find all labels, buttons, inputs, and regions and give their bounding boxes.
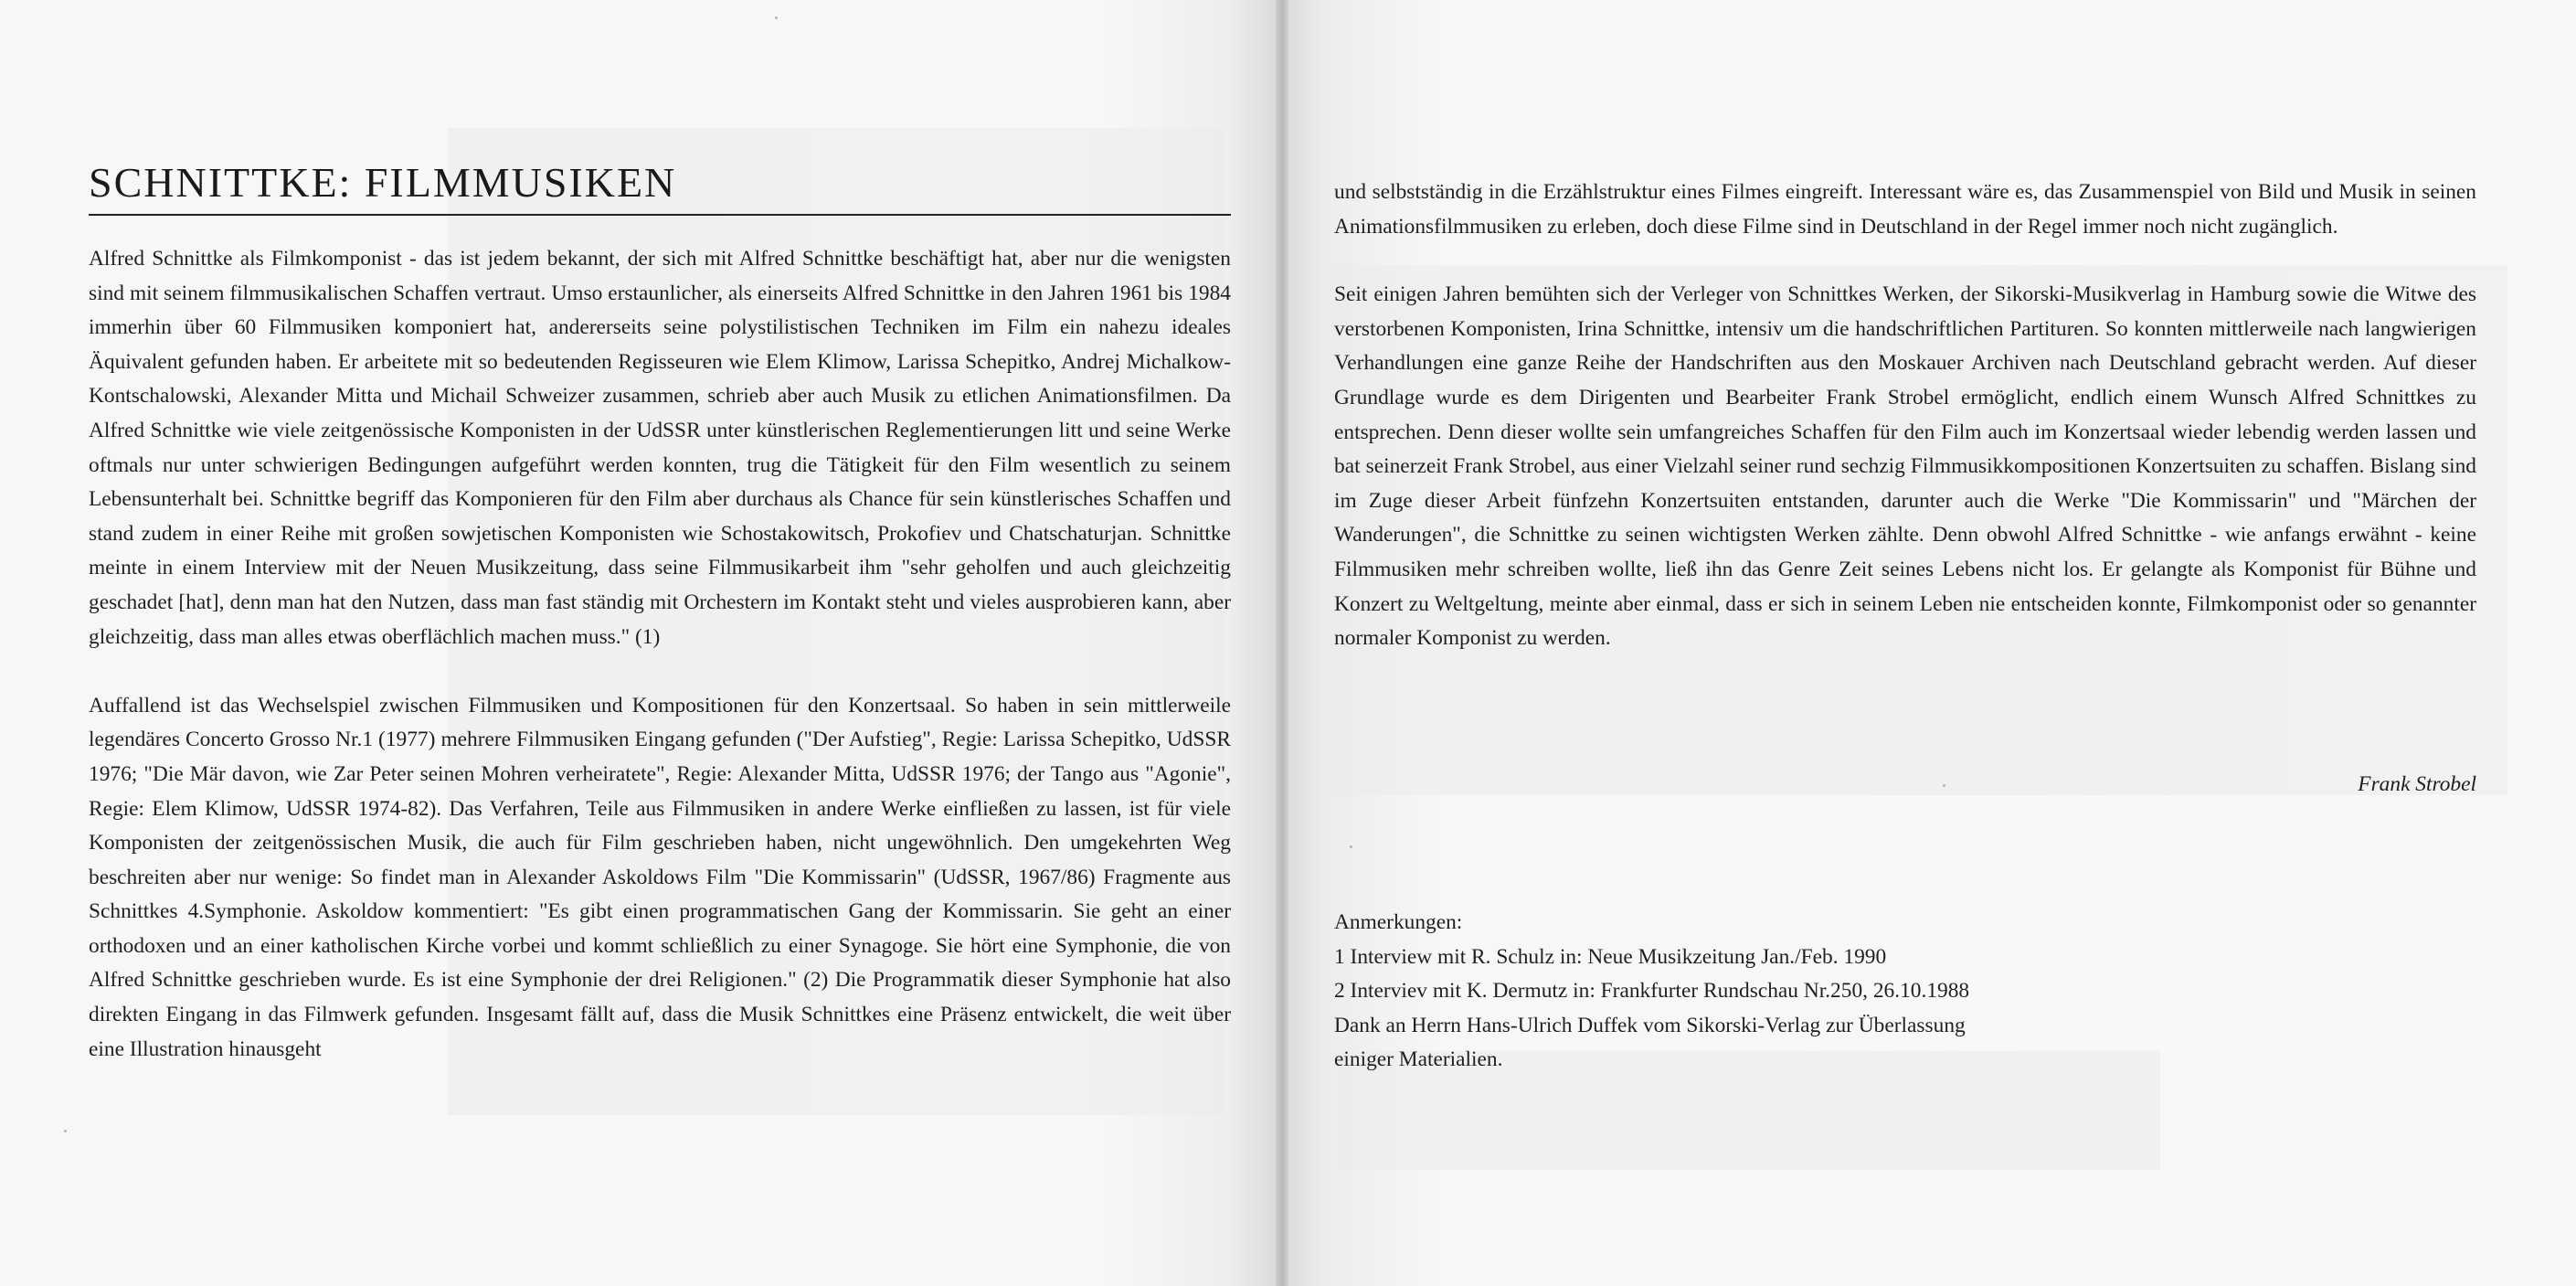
author-signature: Frank Strobel: [2358, 772, 2476, 796]
footnotes-heading: Anmerkungen:: [1334, 910, 1463, 934]
footnote-item: 1 Interview mit R. Schulz in: Neue Musikzeitung Jan./Feb. 1990: [1334, 944, 1887, 969]
paragraph: Auffallend ist das Wechselspiel zwischen Filmmusiken und Kompositionen für den Konzertsaal. So haben in sein mittlerweile legendäres Concerto Grosso Nr.1 (1977) mehrere Filmmusiken Eingang gefunden ("Der Aufstieg", Regie: Larissa Schepitko, UdSSR 1976; "Die Mär davon, wie Zar Peter seinen Mohren verheiratete", Regie: Alexander Mitta, UdSSR 1976; der Tango aus "Agonie", Regie: Elem Klimow, UdSSR 1974-82). Das Verfahren, Teile aus Filmmusiken in andere Werke einfließen zu lassen, ist für viele Komponisten der zeitgenössischen Musik, die auch für Film geschrieben haben, nicht ungewöhnlich. Den umgekehrten Weg beschreiten aber nur wenige: So findet man in Alexander Askoldows Film "Die Kommissarin" (UdSSR, 1967/86) Fragmente aus Schnittkes 4.Symphonie. Askoldow kommentiert: "Es gibt einen programmatischen Gang der Kommissarin. Sie geht an einer orthodoxen und an einer katholischen Kirche vorbei und kommt schließlich zu einer Synagoge. Sie hört eine Symphonie, die von Alfred Schnittke geschrieben wurde. Es ist eine Symphonie der drei Religionen." (2) Die Programmatik dieser Symphonie hat also direkten Eingang in das Filmwerk gefunden. Insgesamt fällt auf, dass die Musik Schnittkes eine Präsenz entwickelt, die weit über eine Illustration hinausgeht: [89, 693, 1231, 1061]
left-body-text: [89, 242, 1231, 1067]
paper-speck: [1943, 784, 1945, 787]
footnotes: [1334, 906, 2248, 1078]
paragraph: und selbstständig in die Erzählstruktur eines Filmes eingreift. Interessant wäre es, das Zusammenspiel von Bild und Musik in seinen Animationsfilmmusiken zu erleben, doch diese Filme sind in Deutschland in der Regel immer noch nicht zugänglich.: [1334, 180, 2476, 239]
footnote-item: 2 Interviev mit K. Dermutz in: Frankfurter Rundschau Nr.250, 26.10.1988: [1334, 979, 1970, 1004]
footnote-item: Dank an Herrn Hans-Ulrich Duffek vom Sikorski-Verlag zur Überlassung: [1334, 1013, 1966, 1037]
paragraph: Alfred Schnittke als Filmkomponist - das ist jedem bekannt, der sich mit Alfred Schnittke beschäftigt hat, aber nur die wenigsten sind mit seinem filmmusikalischen Schaffen vertraut. Umso erstaunlicher, als einerseits Alfred Schnittke in den Jahren 1961 bis 1984 immerhin über 60 Filmmusiken komponiert hat, andererseits seine polystilistischen Techniken im Film ein nahezu ideales Äquivalent gefunden haben. Er arbeitete mit so bedeutenden Regisseuren wie Elem Klimow, Larissa Schepitko, Andrej Michalkow-Kontschalowski, Alexander Mitta und Michail Schweizer zusammen, schrieb aber auch Musik zu etlichen Animationsfilmen. Da Alfred Schnittke wie viele zeitgenössische Komponisten in der UdSSR unter künstlerischen Reglementierungen litt und seine Werke oftmals nur unter schwierigen Bedingungen aufgeführt werden konnten, trug die Tätigkeit für den Film wesentlich zu seinem Lebensunterhalt bei. Schnittke begriff das Komponieren für den Film aber durchaus als Chance für sein künstlerisches Schaffen und stand zudem in einer Reihe mit großen sowjetischen Komponisten wie Schostakowitsch, Prokofiev und Chatschaturjan. Schnittke meinte in einem Interview mit der Neuen Musikzeitung, dass seine Filmmusikarbeit ihm "sehr geholfen und auch gleichzeitig geschadet [hat], denn man hat den Nutzen, dass man fast ständig mit Orchestern im Kontakt steht und vieles ausprobieren kann, aber gleichzeitig, dass man alles etwas oberflächlich machen muss." (1): [89, 247, 1231, 649]
paragraph: Seit einigen Jahren bemühten sich der Verleger von Schnittkes Werken, der Sikorski-Musikverlag in Hamburg sowie die Witwe des verstorbenen Komponisten, Irina Schnittke, intensiv um die handschriftlichen Partituren. So konnten mittlerweile nach langwierigen Verhandlungen eine ganze Reihe der Handschriften aus den Moskauer Archiven nach Deutschland gebracht werden. Auf dieser Grundlage wurde es dem Dirigenten und Bearbeiter Frank Strobel ermöglicht, endlich einem Wunsch Alfred Schnittkes zu entsprechen. Denn dieser wollte sein umfangreiches Schaffen für den Film auch im Konzertsaal wieder lebendig werden lassen und bat seinerzeit Frank Strobel, aus einer Vielzahl seiner rund sechzig Filmmusikkompositionen Konzertsuiten zu schaffen. Bislang sind im Zuge dieser Arbeit fünfzehn Konzertsuiten entstanden, darunter auch die Werke "Die Kommissarin" und "Märchen der Wanderungen", die Schnittke zu seinen wichtigsten Werken zählte. Denn obwohl Alfred Schnittke - wie anfangs erwähnt - keine Filmmusiken mehr schreiben wollte, ließ ihn das Genre Zeit seines Lebens nicht los. Er gelangte als Komponist für Bühne und Konzert zu Weltgeltung, meinte aber einmal, dass er sich in seinem Leben nie entscheiden konnte, Filmkomponist oder so genannter normaler Komponist zu werden.: [1334, 282, 2476, 651]
page-title: SCHNITTKE: FILMMUSIKEN: [89, 157, 1231, 216]
right-body-text: [1334, 175, 2476, 656]
paper-speck: [1350, 845, 1352, 848]
footnote-item: einiger Materialien.: [1334, 1047, 1503, 1072]
paper-speck: [64, 1130, 67, 1132]
paper-speck: [775, 16, 778, 19]
book-spine-gutter: [1276, 0, 1288, 1286]
